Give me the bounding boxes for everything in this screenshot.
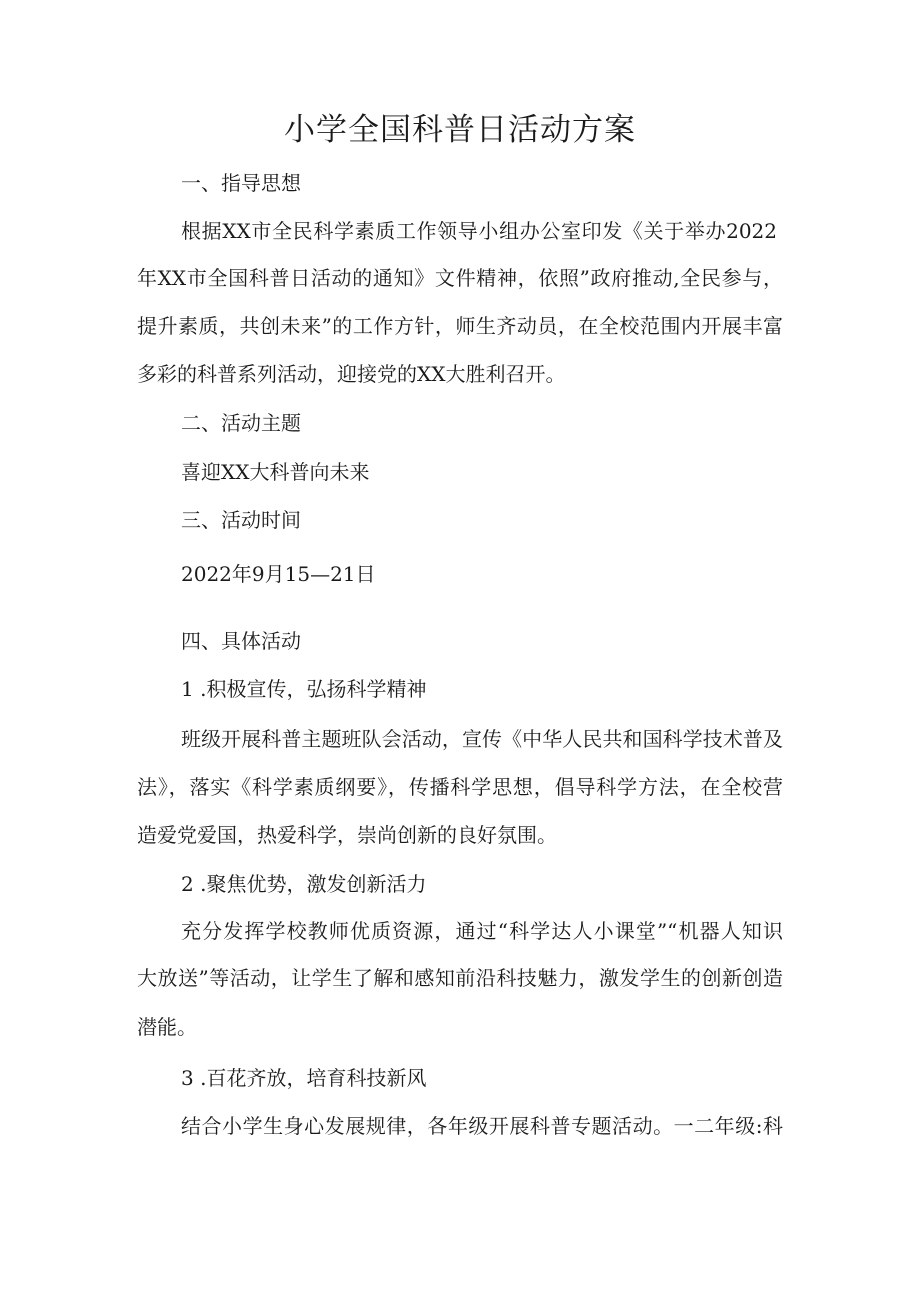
paragraph-line: 根据XX市全民科学素质工作领导小组办公室印发《关于举办2022 xyxy=(181,219,777,243)
paragraph-line: 年XX市全国科普日活动的通知》文件精神，依照”政府推动,全民参与， xyxy=(137,266,783,290)
paragraph-line: 造爱党爱国，热爱科学，崇尚创新的良好氛围。 xyxy=(137,823,557,847)
section-heading-time: 三、活动时间 xyxy=(181,508,301,532)
paragraph-line: 法》，落实《科学素质纲要》，传播科学思想，倡导科学方法，在全校营 xyxy=(137,775,783,799)
paragraph-line: 班级开展科普主题班队会活动，宣传《中华人民共和国科学技术普及 xyxy=(181,727,783,751)
paragraph-line: 结合小学生身心发展规律，各年级开展科普专题活动。一二年级:科 xyxy=(181,1114,783,1138)
section-heading-guiding-ideology: 一、指导思想 xyxy=(181,171,301,195)
theme-text: 喜迎XX大科普向未来 xyxy=(181,460,370,484)
subheading-activity-1: 1 .积极宣传，弘扬科学精神 xyxy=(181,677,427,701)
section-heading-theme: 二、活动主题 xyxy=(181,411,301,435)
subheading-activity-2: 2 .聚焦优势，激发创新活力 xyxy=(181,872,427,896)
section-heading-activities: 四、具体活动 xyxy=(181,629,301,653)
paragraph-line: 多彩的科普系列活动，迎接党的XX大胜利召开。 xyxy=(137,362,566,386)
subheading-activity-3: 3 .百花齐放，培育科技新风 xyxy=(181,1066,427,1090)
paragraph-line: 提升素质，共创未来”的工作方针，师生齐动员，在全校范围内开展丰富 xyxy=(137,314,783,338)
paragraph-line: 充分发挥学校教师优质资源，通过“科学达人小课堂”“机器人知识 xyxy=(181,919,783,943)
paragraph-line: 大放送”等活动，让学生了解和感知前沿科技魅力，激发学生的创新创造 xyxy=(137,966,783,990)
activity-date: 2022年9月15—21日 xyxy=(181,562,376,586)
paragraph-line: 潜能。 xyxy=(137,1015,197,1039)
document-title: 小学全国科普日活动方案 xyxy=(284,112,636,148)
